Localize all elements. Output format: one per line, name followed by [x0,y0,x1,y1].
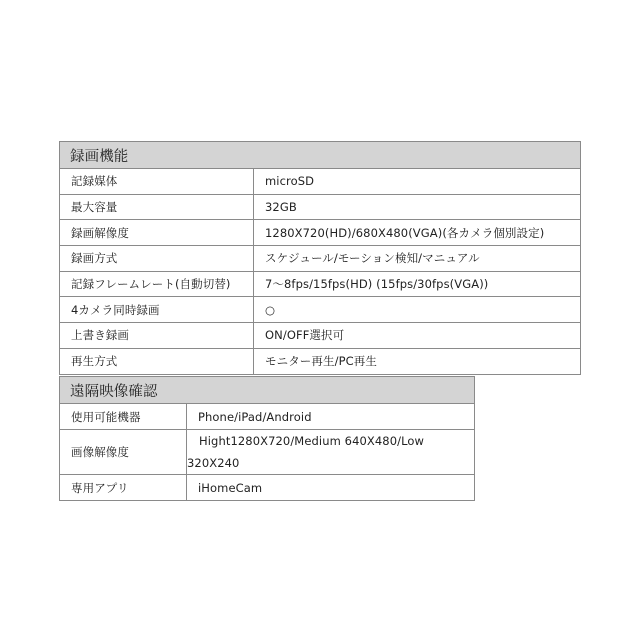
spec-value: iHomeCam [187,475,475,501]
spec-label: 録画方式 [60,246,254,272]
table-row [60,194,581,220]
spec-label: 使用可能機器 [60,404,187,430]
spec-value: ON/OFF選択可 [254,323,581,349]
spec-value: モニター再生/PC再生 [254,348,581,374]
spec-value: 1280X720(HD)/680X480(VGA)(各カメラ個別設定) [254,220,581,246]
table-row [60,475,475,501]
spec-label: 画像解像度 [60,430,187,475]
table-header-row [60,377,475,404]
table-row [60,271,581,297]
spec-label: 録画解像度 [60,220,254,246]
spec-label: 上書き録画 [60,323,254,349]
spec-value: ○ [254,297,581,323]
spec-value-line-1: Hight1280X720/Medium 640X480/Low [199,434,425,448]
spec-value: 7～8fps/15fps(HD) (15fps/30fps(VGA)) [254,271,581,297]
spec-value: 32GB [254,194,581,220]
spec-value [187,430,475,475]
table-row [60,297,581,323]
spec-value: microSD [254,169,581,195]
spec-value: スケジュール/モーション検知/マニュアル [254,246,581,272]
spec-label: 記録媒体 [60,169,254,195]
table-header-row [60,142,581,169]
recording-function-table [59,141,581,375]
recording-section-title: 録画機能 [60,142,581,169]
table-row [60,169,581,195]
remote-section-title: 遠隔映像確認 [60,377,475,404]
spec-label: 専用アプリ [60,475,187,501]
table-row [60,430,475,475]
remote-viewing-table [59,376,475,501]
spec-label: 記録フレームレート(自動切替) [60,271,254,297]
table-row [60,348,581,374]
spec-value-line-2: 320X240 [187,456,240,470]
spec-label: 再生方式 [60,348,254,374]
spec-label: 最大容量 [60,194,254,220]
table-row [60,246,581,272]
table-row [60,323,581,349]
table-row [60,404,475,430]
table-row [60,220,581,246]
spec-value: Phone/iPad/Android [187,404,475,430]
spec-label: 4カメラ同時録画 [60,297,254,323]
